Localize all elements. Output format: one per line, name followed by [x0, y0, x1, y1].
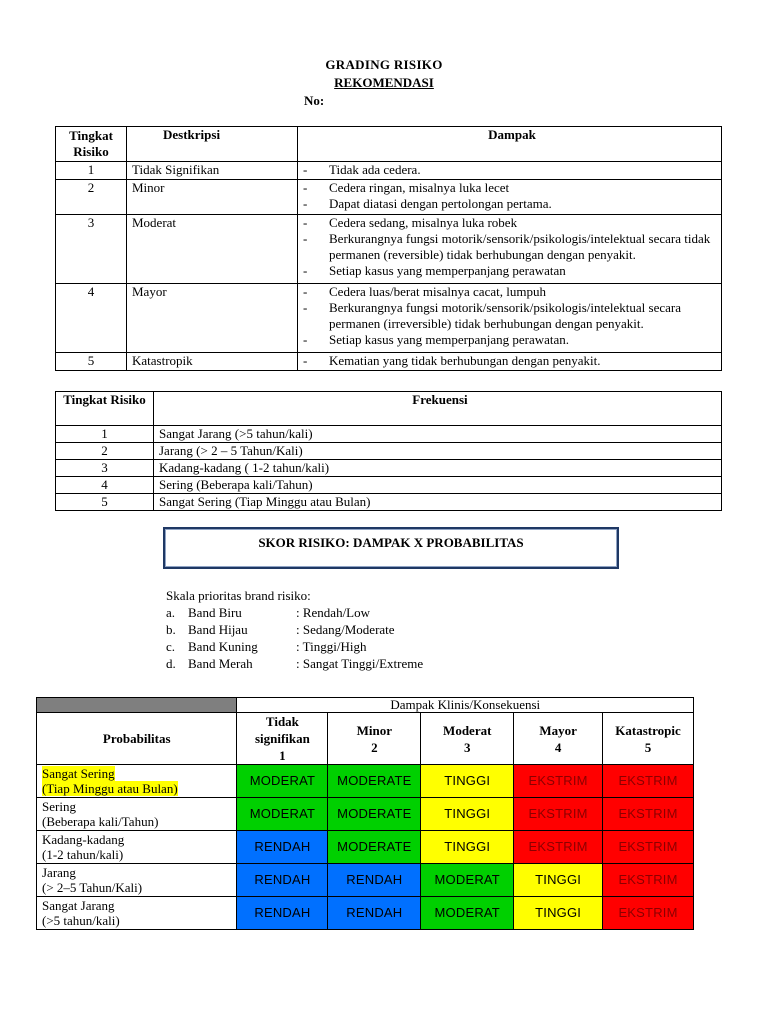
- risk-cell: RENDAH: [328, 897, 421, 930]
- matrix-row: [37, 831, 694, 864]
- impact-text: Setiap kasus yang memperpanjang perawatan: [329, 263, 566, 278]
- impact-cell: [298, 353, 722, 371]
- band-name: Band Kuning: [188, 639, 258, 654]
- band-name: Band Hijau: [188, 622, 248, 637]
- impact-text: Cedera luas/berat misalnya cacat, lumpuh: [329, 284, 546, 299]
- risk-cell: MODERAT: [421, 864, 514, 897]
- impact-name: Katastropic: [615, 722, 681, 738]
- probability-label: [37, 798, 237, 831]
- impact-item: [303, 215, 721, 231]
- impact-number: 5: [644, 739, 652, 755]
- risk-level-cell: 1: [56, 162, 127, 180]
- risk-cell: MODERATE: [328, 798, 421, 831]
- risk-cell: EKSTRIM: [603, 897, 694, 930]
- risk-cell: EKSTRIM: [603, 831, 694, 864]
- header-description: Destkripsi: [127, 127, 298, 162]
- header-level: Tingkat Risiko: [56, 127, 127, 162]
- risk-cell: MODERAT: [237, 798, 328, 831]
- impact-number: 1: [279, 748, 286, 763]
- risk-cell: EKSTRIM: [514, 765, 603, 798]
- probability-name: Sering: [42, 799, 76, 814]
- risk-cell: MODERAT: [237, 765, 328, 798]
- impact-table-header: [56, 127, 722, 162]
- impact-item: [303, 180, 721, 196]
- probability-label: [37, 831, 237, 864]
- impact-cell: [298, 215, 722, 284]
- probability-label: [37, 864, 237, 897]
- frequency-row: [56, 443, 722, 460]
- probability-header: Probabilitas: [37, 713, 237, 765]
- impact-item: [303, 162, 721, 178]
- impact-table: [55, 126, 722, 371]
- risk-cell: MODERATE: [328, 765, 421, 798]
- probability-range: (> 2–5 Tahun/Kali): [42, 880, 143, 895]
- band-value: : Sedang/Moderate: [296, 622, 395, 637]
- bullet-dash: -: [303, 263, 308, 278]
- impact-item: [303, 231, 721, 263]
- impact-cell: [298, 162, 722, 180]
- impact-row: [56, 162, 722, 180]
- frequency-table-header: [56, 392, 722, 426]
- probability-range: (1-2 tahun/kali): [42, 847, 124, 862]
- frequency-cell: Sangat Jarang (>5 tahun/kali): [154, 426, 722, 443]
- bullet-dash: -: [303, 300, 308, 315]
- frequency-row: [56, 494, 722, 511]
- frequency-cell: Sangat Sering (Tiap Minggu atau Bulan): [154, 494, 722, 511]
- impact-cell: [298, 180, 722, 215]
- frequency-row: [56, 426, 722, 443]
- risk-cell: RENDAH: [237, 897, 328, 930]
- document-title: GRADING RISIKO: [325, 57, 443, 72]
- risk-cell: MODERAT: [421, 897, 514, 930]
- impact-cell: [298, 284, 722, 353]
- frequency-cell: Jarang (> 2 – 5 Tahun/Kali): [154, 443, 722, 460]
- frequency-row: [56, 477, 722, 494]
- header-frequency: Frekuensi: [154, 392, 722, 426]
- impact-name: Minor: [356, 722, 393, 738]
- scale-item: [166, 604, 370, 621]
- risk-cell: RENDAH: [237, 864, 328, 897]
- band-value: : Tinggi/High: [296, 639, 367, 654]
- impact-text: Berkurangnya fungsi motorik/sensorik/psikologis/intelektual secara permanen (irreversible) tidak berhubungan dengan penyakit.: [329, 300, 682, 331]
- impact-level-header: [328, 713, 421, 765]
- matrix-corner: [37, 698, 237, 713]
- frequency-cell: Sering (Beberapa kali/Tahun): [154, 477, 722, 494]
- risk-level-cell: 2: [56, 180, 127, 215]
- bullet-dash: -: [303, 215, 308, 230]
- probability-name: Sangat Jarang: [42, 898, 115, 913]
- bullet-dash: -: [303, 196, 308, 211]
- risk-cell: TINGGI: [514, 864, 603, 897]
- risk-cell: EKSTRIM: [603, 798, 694, 831]
- risk-cell: RENDAH: [237, 831, 328, 864]
- impact-level-header: [421, 713, 514, 765]
- impact-row: [56, 215, 722, 284]
- impact-row: [56, 284, 722, 353]
- impact-text: Dapat diatasi dengan pertolongan pertama.: [329, 196, 552, 211]
- description-cell: Tidak Signifikan: [127, 162, 298, 180]
- impact-name: Moderat: [443, 722, 492, 738]
- bullet-dash: -: [303, 284, 308, 299]
- band-name: Band Biru: [188, 605, 242, 620]
- impact-item: [303, 284, 721, 300]
- probability-range: (Beberapa kali/Tahun): [42, 814, 159, 829]
- scale-item: [166, 621, 395, 638]
- risk-matrix: [36, 697, 694, 930]
- risk-cell: TINGGI: [421, 765, 514, 798]
- risk-cell: MODERATE: [328, 831, 421, 864]
- impact-text: Berkurangnya fungsi motorik/sensorik/psikologis/intelektual secara tidak permanen (reversible) tidak berhubungan dengan penyakit.: [329, 231, 711, 262]
- risk-level-cell: 1: [56, 426, 154, 443]
- scale-letter: b.: [166, 622, 176, 637]
- risk-cell: TINGGI: [421, 831, 514, 864]
- scale-letter: a.: [166, 605, 176, 620]
- impact-item: [303, 332, 721, 348]
- scale-letter: c.: [166, 639, 176, 654]
- risk-cell: EKSTRIM: [514, 798, 603, 831]
- impact-item: [303, 263, 721, 279]
- scale-intro: Skala prioritas brand risiko:: [166, 588, 311, 603]
- description-cell: Katastropik: [127, 353, 298, 371]
- impact-level-header: [514, 713, 603, 765]
- probability-range: (>5 tahun/kali): [42, 913, 120, 928]
- risk-cell: TINGGI: [421, 798, 514, 831]
- probability-name: Jarang: [42, 865, 76, 880]
- frequency-row: [56, 460, 722, 477]
- risk-level-cell: 3: [56, 460, 154, 477]
- matrix-row: [37, 798, 694, 831]
- scale-item: [166, 638, 366, 655]
- impact-item: [303, 300, 721, 332]
- impact-text: Cedera sedang, misalnya luka robek: [329, 215, 518, 230]
- scale-item: [166, 655, 423, 672]
- impact-number: 4: [554, 739, 562, 755]
- impact-group-header: Dampak Klinis/Konsekuensi: [237, 698, 694, 713]
- risk-level-cell: 3: [56, 215, 127, 284]
- probability-label: [37, 765, 237, 798]
- risk-cell: EKSTRIM: [603, 864, 694, 897]
- impact-level-header: [237, 713, 328, 765]
- impact-item: [303, 196, 721, 212]
- impact-text: Tidak ada cedera.: [329, 162, 421, 177]
- impact-name: Mayor: [539, 722, 577, 738]
- header-level: Tingkat Risiko: [56, 392, 154, 426]
- risk-level-cell: 4: [56, 477, 154, 494]
- impact-item: [303, 353, 721, 369]
- document-subtitle: REKOMENDASI: [334, 75, 434, 90]
- description-cell: Minor: [127, 180, 298, 215]
- bullet-dash: -: [303, 231, 308, 246]
- band-value: : Sangat Tinggi/Extreme: [296, 656, 424, 671]
- probability-label: [37, 897, 237, 930]
- risk-cell: EKSTRIM: [603, 765, 694, 798]
- impact-text: Setiap kasus yang memperpanjang perawatan.: [329, 332, 570, 347]
- risk-cell: RENDAH: [328, 864, 421, 897]
- impact-row: [56, 353, 722, 371]
- band-value: : Rendah/Low: [296, 605, 371, 620]
- bullet-dash: -: [303, 180, 308, 195]
- frequency-table: [55, 391, 722, 511]
- probability-range: (Tiap Minggu atau Bulan): [42, 781, 178, 796]
- impact-row: [56, 180, 722, 215]
- frequency-cell: Kadang-kadang ( 1-2 tahun/kali): [154, 460, 722, 477]
- band-name: Band Merah: [188, 656, 253, 671]
- description-cell: Moderat: [127, 215, 298, 284]
- risk-level-cell: 2: [56, 443, 154, 460]
- risk-level-cell: 4: [56, 284, 127, 353]
- risk-score-box: SKOR RISIKO: DAMPAK X PROBABILITAS: [163, 527, 619, 569]
- matrix-row: [37, 864, 694, 897]
- header-impact: Dampak: [298, 127, 722, 162]
- probability-name: Sangat Sering: [42, 766, 115, 781]
- risk-level-cell: 5: [56, 494, 154, 511]
- risk-level-cell: 5: [56, 353, 127, 371]
- probability-name: Kadang-kadang: [42, 832, 125, 847]
- impact-number: 3: [463, 739, 471, 755]
- risk-cell: TINGGI: [514, 897, 603, 930]
- bullet-dash: -: [303, 332, 308, 347]
- impact-number: 2: [371, 739, 378, 755]
- impact-level-header: [603, 713, 694, 765]
- impact-text: Cedera ringan, misalnya luka lecet: [329, 180, 510, 195]
- scale-letter: d.: [166, 656, 176, 671]
- description-cell: Mayor: [127, 284, 298, 353]
- impact-text: Kematian yang tidak berhubungan dengan penyakit.: [329, 353, 601, 368]
- matrix-row: [37, 765, 694, 798]
- risk-cell: EKSTRIM: [514, 831, 603, 864]
- bullet-dash: -: [303, 353, 308, 368]
- bullet-dash: -: [303, 162, 308, 177]
- number-label: No:: [304, 93, 325, 108]
- impact-name: Tidak signifikan: [254, 714, 310, 746]
- matrix-row: [37, 897, 694, 930]
